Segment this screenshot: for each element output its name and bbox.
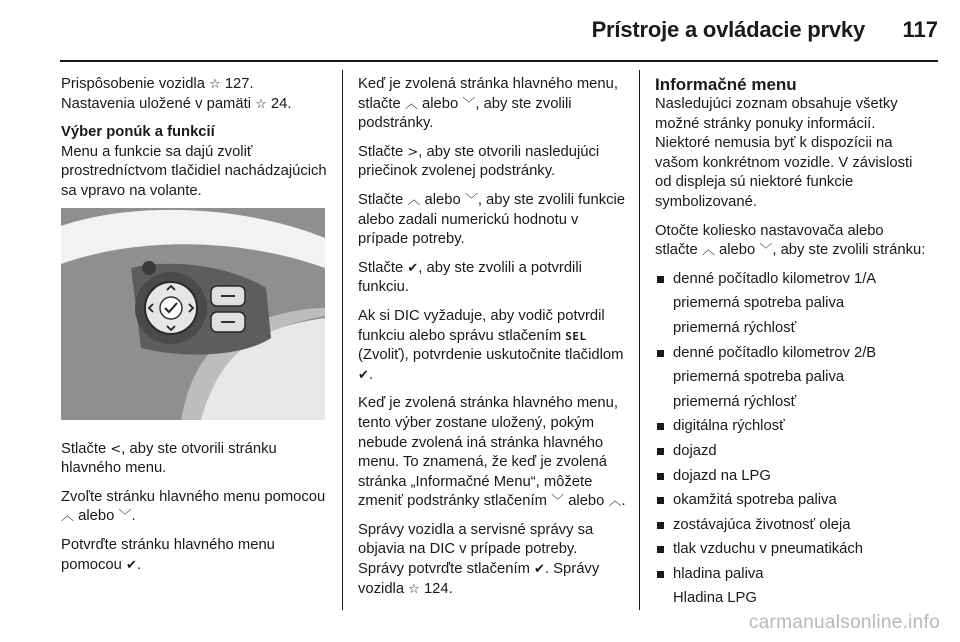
list-item: denné počítadlo kilometrov 2/B priemerná spotreba paliva priemerná rýchlosť bbox=[655, 344, 927, 413]
list-item: dojazd bbox=[655, 442, 927, 462]
list-item: denné počítadlo kilometrov 1/A priemerná spotreba paliva priemerná rýchlosť bbox=[655, 270, 927, 339]
watermark: carmanualsonline.info bbox=[748, 612, 940, 633]
paragraph: Menu a funkcie sa dajú zvoliť prostredníctvom tlačidiel nachádzajúcich sa vpravo na volante. bbox=[61, 143, 327, 199]
section-title: Informačné menu bbox=[655, 75, 797, 94]
bullet-icon bbox=[657, 546, 664, 553]
page-ref-icon: ☆ bbox=[255, 96, 267, 112]
chevron-down-icon: ﹀ bbox=[551, 494, 565, 510]
sel-button-label: SEL bbox=[565, 329, 587, 343]
chevron-up-icon: ︿ bbox=[407, 192, 421, 208]
bullet-icon bbox=[657, 350, 664, 357]
chevron-down-icon: ﹀ bbox=[464, 192, 478, 208]
list-item: okamžitá spotreba paliva bbox=[655, 491, 927, 511]
bullet-icon bbox=[657, 497, 664, 504]
sub-item: priemerná spotreba paliva bbox=[673, 295, 845, 312]
subheading: Výber ponúk a funkcií bbox=[61, 124, 215, 141]
check-icon: ✔ bbox=[358, 367, 369, 383]
chevron-right-icon: > bbox=[407, 144, 419, 160]
bullet-icon bbox=[657, 473, 664, 480]
page-ref-icon: ☆ bbox=[408, 581, 420, 597]
chevron-up-icon: ︿ bbox=[404, 96, 418, 112]
column-divider bbox=[639, 70, 640, 610]
paragraph: Otočte koliesko nastavovača alebo stlačte ︿ alebo ﹀, aby ste zvolili stránku: bbox=[655, 222, 926, 259]
header-title: Prístroje a ovládacie prvky bbox=[591, 17, 865, 42]
paragraph: Nasledujúci zoznam obsahuje všetky možné stránky ponuky informácií. Niektoré nemusia byť k dispozícii na vašom konkrétnom vozidle. V závislosti od displeja sú niektoré funkcie symbolizované. bbox=[655, 96, 913, 210]
bullet-icon bbox=[657, 448, 664, 455]
check-icon: ✔ bbox=[534, 562, 545, 578]
chevron-up-icon: ︿ bbox=[701, 243, 715, 259]
check-icon: ✔ bbox=[407, 260, 419, 276]
column-3 bbox=[655, 75, 927, 614]
header-rule bbox=[60, 60, 938, 62]
check-icon: ✔ bbox=[125, 557, 137, 573]
chevron-left-icon: < bbox=[110, 441, 122, 457]
sub-item: Hladina LPG bbox=[673, 590, 757, 607]
list-item: zostávajúca životnosť oleja bbox=[655, 516, 927, 536]
sub-item: priemerná spotreba paliva bbox=[673, 369, 845, 386]
paragraph: Stlačte >, aby ste otvorili nasledujúci priečinok zvolenej podstránky. bbox=[358, 143, 600, 180]
list-item: hladina paliva Hladina LPG bbox=[655, 565, 927, 609]
bullet-icon bbox=[657, 571, 664, 578]
paragraph: Správy vozidla a servisné správy sa objavia na DIC v prípade potreby. Správy potvrďte stlačením ✔. Správy vozidla ☆ 124. bbox=[358, 521, 600, 597]
column-1 bbox=[61, 75, 333, 584]
subheading-block bbox=[61, 123, 333, 201]
bullet-icon bbox=[657, 522, 664, 529]
paragraph: Ak si DIC vyžaduje, aby vodič potvrdil funkciu alebo správu stlačením SEL (Zvoliť), potvrdenie uskutočnite tlačidlom ✔. bbox=[358, 307, 624, 383]
paragraph: Stlačte <, aby ste otvorili stránku hlavného menu. bbox=[61, 440, 277, 477]
bullet-icon bbox=[657, 276, 664, 283]
chevron-up-icon: ︿ bbox=[608, 494, 622, 510]
chevron-down-icon: ﹀ bbox=[118, 509, 132, 525]
paragraph: Stlačte ✔, aby ste zvolili a potvrdili funkciu. bbox=[358, 259, 582, 296]
column-2 bbox=[358, 75, 626, 608]
bullet-icon bbox=[657, 423, 664, 430]
paragraph: Keď je zvolená stránka hlavného menu, tento výber zostane uložený, pokým nebude zvolená iná stránka hlavného menu. To znamená, že keď je zvolená stránka „Informačné Menu“, môžete zmeniť podstránky stlačením ﹀ alebo ︿. bbox=[358, 395, 626, 510]
page-number: 117 bbox=[902, 17, 938, 42]
list-item: digitálna rýchlosť bbox=[655, 417, 927, 437]
chevron-down-icon: ﹀ bbox=[759, 243, 773, 259]
column-divider bbox=[342, 70, 343, 610]
paragraph: Keď je zvolená stránka hlavného menu, stlačte ︿ alebo ﹀, aby ste zvolili podstránky. bbox=[358, 76, 618, 132]
page-ref-icon: ☆ bbox=[209, 77, 221, 92]
paragraph: Potvrďte stránku hlavného menu pomocou ✔. bbox=[61, 536, 275, 573]
sub-item: priemerná rýchlosť bbox=[673, 319, 797, 336]
chevron-down-icon: ﹀ bbox=[462, 96, 476, 112]
paragraph: Stlačte ︿ alebo ﹀, aby ste zvolili funkcie alebo zadali numerickú hodnotu v prípade potreby. bbox=[358, 191, 626, 248]
info-menu-list bbox=[655, 270, 927, 609]
paragraph: Zvoľte stránku hlavného menu pomocou ︿ alebo ﹀. bbox=[61, 488, 326, 525]
sub-item: priemerná rýchlosť bbox=[673, 393, 797, 410]
paragraph: Prispôsobenie vozidla ☆ 127. Nastavenia uložené v pamäti ☆ 24. bbox=[61, 76, 292, 112]
steering-wheel-photo bbox=[61, 208, 325, 420]
chevron-up-icon: ︿ bbox=[61, 509, 75, 525]
list-item: tlak vzduchu v pneumatikách bbox=[655, 540, 927, 560]
list-item: dojazd na LPG bbox=[655, 467, 927, 487]
